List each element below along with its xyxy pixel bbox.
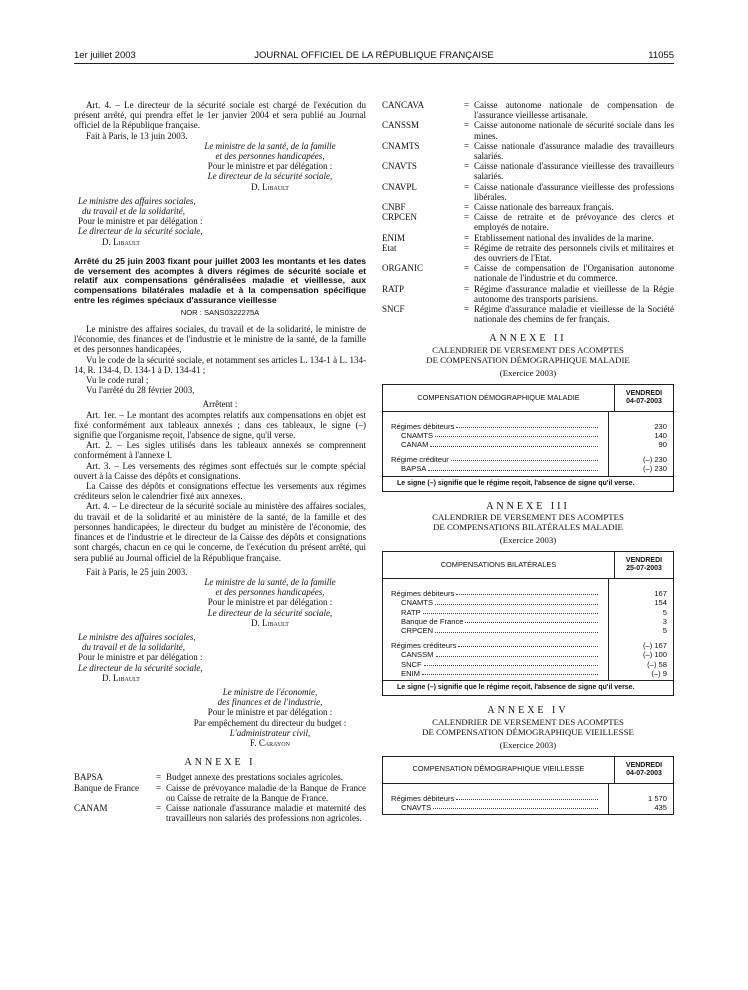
header-date: 1er juillet 2003 xyxy=(74,50,136,61)
annex-title: ANNEXE IV xyxy=(487,705,569,717)
annex-section xyxy=(382,334,674,491)
signature-line: Le ministre de l'économie, xyxy=(222,686,318,697)
abbreviation-definition: Caisse nationale d'assurance vieillesse des travailleurs salariés. xyxy=(474,161,674,182)
abbreviation-row xyxy=(382,100,674,120)
abbreviation-term: CANSSM xyxy=(382,120,420,131)
page-header xyxy=(74,50,674,64)
annex-subtitle: CALENDRIER DE VERSEMENT DES ACOMPTES xyxy=(432,344,624,355)
table-header-label: COMPENSATION DÉMOGRAPHIQUE VIEILLESSE xyxy=(383,757,615,783)
arrete-title: Arrêté du 25 juin 2003 fixant pour juillet 2003 les montants et les dates de versement des acomptes à divers régimes de sécurité sociale et relatif aux compensations généralisées maladie et vieillesse, aux compensations bilatérales maladie et à la compensation spécifique entre les régimes spéciaux d'assurance vieillesse xyxy=(74,255,366,306)
equals-sign: = xyxy=(156,782,162,793)
table-row-label: CANSSM xyxy=(391,650,598,659)
annex-table xyxy=(382,756,674,816)
equals-sign: = xyxy=(464,140,470,151)
annex-subtitle: DE COMPENSATION DÉMOGRAPHIQUE MALADIE xyxy=(426,354,630,365)
abbreviation-term: ENIM xyxy=(382,232,405,243)
signature-block-3 xyxy=(174,577,366,628)
signature-line: L'administrateur civil, xyxy=(229,727,311,738)
equals-sign: = xyxy=(464,232,470,243)
table-row-label: BAPSA xyxy=(391,464,598,473)
abbreviation-definition: Caisse nationale d'assurance maladie et maternité des travailleurs non salariés des professions non agricoles. xyxy=(166,802,366,824)
signature-line: du travail et de la solidarité, xyxy=(82,206,185,217)
abbreviation-definition: Caisse de prévoyance maladie de la Banque de France ou Caisse de retraite de la Banque de France. xyxy=(166,782,366,803)
signature-line: Pour le ministre et par délégation : xyxy=(78,216,203,227)
table-note: Le signe (–) signifie que le régime reçoit, l'absence de signe qu'il verse. xyxy=(383,476,673,491)
abbreviation-term: CNBF xyxy=(382,202,406,213)
table-row-label: Régimes débiteurs xyxy=(391,589,598,598)
signature-line: Le ministre de la santé, de la famille xyxy=(204,140,336,151)
equals-sign: = xyxy=(464,120,470,131)
table-row-value: 140 xyxy=(654,431,667,441)
abbreviation-definition: Caisse de retraite et de prévoyance des clercs et employés de notaire. xyxy=(474,212,674,233)
abbreviation-row xyxy=(382,202,674,212)
annex-section xyxy=(382,502,674,697)
table-row-label: Régimes débiteurs xyxy=(391,422,598,431)
preamble-paragraph: Vu le code de la sécurité sociale, et notamment ses articles L. 134-1 à L. 134-14, R. 134-4, D. 134-1 à D. 134-41 ; xyxy=(74,354,366,375)
article-3-continued: La Caisse des dépôts et consignations effectue les versements aux régimes créditeurs selon le calendrier fixé aux annexes. xyxy=(74,481,366,502)
arretent-heading: Arrêtent : xyxy=(202,399,238,410)
equals-sign: = xyxy=(464,161,470,172)
article-2: Art. 2. – Les sigles utilisés dans les tableaux annexés se comprennent conformément à l'annexe I. xyxy=(74,440,366,461)
table-row-value: (–) 58 xyxy=(647,659,667,669)
abbreviation-row xyxy=(74,772,366,782)
table-row-label: CNAMTS xyxy=(391,431,598,440)
table-row-value: 230 xyxy=(654,421,667,431)
table-header xyxy=(383,757,673,784)
signature-block-1 xyxy=(174,141,366,192)
table-row-value: (–) 230 xyxy=(642,454,667,464)
table-row-value: (–) 167 xyxy=(642,640,667,650)
table-body xyxy=(383,784,673,815)
table-row-label: CNAVTS xyxy=(391,803,598,812)
annex-title: ANNEXE II xyxy=(489,333,567,345)
fait-a-paris-1: Fait à Paris, le 13 juin 2003. xyxy=(86,130,188,141)
table-row-label: SNCF xyxy=(391,660,598,669)
abbreviation-definition: Caisse nationale d'assurance vieillesse des professions libérales. xyxy=(474,181,674,202)
table-row-value: 3 xyxy=(662,617,667,626)
abbreviation-row xyxy=(382,212,674,232)
signature-line: Le ministre de la santé, de la famille xyxy=(204,576,336,587)
abbreviation-definition: Caisse autonome nationale de compensation de l'assurance vieillesse artisanale. xyxy=(474,100,674,121)
abbreviation-definition: Caisse nationale des barreaux français. xyxy=(474,202,614,213)
table-row-value: 5 xyxy=(662,607,667,617)
preamble-paragraph: Vu l'arrêté du 28 février 2003, xyxy=(86,385,195,396)
abbreviation-row xyxy=(74,783,366,803)
annex-table xyxy=(382,384,674,492)
signature-line: Pour le ministre et par délégation : xyxy=(207,707,333,718)
signature-line: Le directeur de la sécurité sociale, xyxy=(78,226,203,237)
signature-line: et des personnes handicapées, xyxy=(215,587,325,598)
abbreviation-definition: Régime de retraite des personnels civils et militaires et des ouvriers de l'Etat. xyxy=(474,242,674,264)
abbreviation-row xyxy=(382,182,674,202)
signature-line: Pour le ministre et par délégation : xyxy=(207,161,333,172)
table-row-label: Régime créditeur xyxy=(391,455,598,464)
annex-section xyxy=(382,706,674,815)
table-row-label: Régimes débiteurs xyxy=(391,794,598,803)
table-header xyxy=(383,552,673,579)
article-4-first-decree: Art. 4. – Le directeur de la sécurité sociale est chargé de l'exécution du présent arrêté, qui prendra effet le 1er janvier 2004 et sera publié au Journal officiel de la République française. xyxy=(74,100,366,131)
annex-exercise: (Exercice 2003) xyxy=(499,739,557,750)
signature-line: Le directeur de la sécurité sociale, xyxy=(207,607,333,618)
signature-name: D. Libault xyxy=(102,236,140,247)
signature-block-4 xyxy=(78,632,366,683)
equals-sign: = xyxy=(464,100,470,110)
abbreviation-row xyxy=(382,141,674,161)
table-row-label: RATP xyxy=(391,608,598,617)
abbreviation-definition: Budget annexe des prestations sociales agricoles. xyxy=(166,772,343,783)
table-row-value: (–) 9 xyxy=(651,668,667,678)
signature-line: Le ministre des affaires sociales, xyxy=(78,631,196,642)
table-row-value: 1 570 xyxy=(647,793,667,803)
signature-name: D. Libault xyxy=(251,617,289,628)
right-column xyxy=(382,100,674,815)
equals-sign: = xyxy=(156,802,162,813)
equals-sign: = xyxy=(464,263,470,274)
signature-name: D. Libault xyxy=(102,672,140,683)
equals-sign: = xyxy=(156,772,162,783)
signature-block-5 xyxy=(174,687,366,748)
article-3: Art. 3. – Les versements des régimes sont effectués sur le compte spécial ouvert à la Caisse des dépôts et consignations. xyxy=(74,460,366,481)
signature-line: Pour le ministre et par délégation : xyxy=(207,597,333,608)
table-row-value: (–) 230 xyxy=(642,464,667,474)
header-page-number: 11055 xyxy=(648,50,674,61)
annex-exercise: (Exercice 2003) xyxy=(499,367,557,378)
header-journal-title: JOURNAL OFFICIEL DE LA RÉPUBLIQUE FRANÇAISE xyxy=(254,50,494,61)
annex-subtitle: CALENDRIER DE VERSEMENT DES ACOMPTES xyxy=(432,716,624,727)
table-body xyxy=(383,579,673,681)
abbreviation-definition: Régime d'assurance maladie et vieillesse de la Régie autonome des transports parisiens. xyxy=(474,283,674,304)
signature-line: et des personnes handicapées, xyxy=(215,151,325,162)
abbreviation-term: CNAVTS xyxy=(382,161,417,172)
abbreviation-term: ORGANIC xyxy=(382,263,424,274)
abbreviation-definition: Caisse autonome nationale de sécurité sociale dans les mines. xyxy=(474,120,674,141)
table-row-label: CANAM xyxy=(391,440,598,449)
preamble-paragraph: Le ministre des affaires sociales, du travail et de la solidarité, le ministre de l'économie, des finances et de l'industrie et le ministre de la santé, de la famille et des personnes handicapées, xyxy=(74,324,366,355)
table-header-label: COMPENSATION DÉMOGRAPHIQUE MALADIE xyxy=(383,385,615,411)
abbreviation-term: Etat xyxy=(382,242,397,253)
signature-name: F. Carayon xyxy=(250,737,290,748)
abbreviation-term: CANAM xyxy=(74,802,108,813)
left-column xyxy=(74,100,366,823)
abbreviation-row xyxy=(382,284,674,304)
abbreviation-row xyxy=(382,233,674,243)
table-row-value: 90 xyxy=(658,440,667,450)
abbreviation-term: RATP xyxy=(382,283,405,294)
abbreviation-term: Banque de France xyxy=(74,782,139,793)
abbreviation-term: CRPCEN xyxy=(382,212,418,223)
abbreviation-term: CNAMTS xyxy=(382,140,420,151)
abbreviation-term: CNAVPL xyxy=(382,181,417,192)
table-header-date: VENDREDI 04-07-2003 xyxy=(625,389,663,405)
table-row-value: 5 xyxy=(662,626,667,636)
annex-table xyxy=(382,551,674,697)
annexe-1-title: ANNEXE I xyxy=(184,757,256,769)
annex-exercise: (Exercice 2003) xyxy=(499,534,557,545)
abbreviation-row xyxy=(382,161,674,181)
signature-line: Pour le ministre et par délégation : xyxy=(78,652,203,663)
signature-line: du travail et de la solidarité, xyxy=(82,642,185,653)
article-4: Art. 4. – Le directeur de la sécurité sociale au ministère des affaires sociales, du travail et de la solidarité et au ministère de la santé, de la famille et des personnes handicapées, le directeur du budget au ministère de l'économie, des finances et de l'industrie et le directeur de la Caisse des dépôts et consignations sont chargés, chacun en ce qui le concerne, de l'exécution du présent arrêté, qui sera publié au Journal officiel de la République française. xyxy=(74,501,366,563)
table-row-label: CNAMTS xyxy=(391,598,598,607)
table-row-label: ENIM xyxy=(391,669,598,678)
annex-subtitle: CALENDRIER DE VERSEMENT DES ACOMPTES xyxy=(432,511,624,522)
abbreviation-list-right xyxy=(382,100,674,324)
article-1: Art. 1er. – Le montant des acomptes relatifs aux compensations en objet est fixé conformément aux tableaux annexés ; dans ces tableaux, le signe (–) signifie que l'organisme reçoit, l'absence de signe, qu'il verse. xyxy=(74,409,366,441)
abbreviation-term: BAPSA xyxy=(74,772,104,783)
table-row-label: Banque de France xyxy=(391,617,598,626)
signature-name: D. Libault xyxy=(251,181,289,192)
table-row-value: 435 xyxy=(654,802,667,812)
abbreviation-definition: Régime d'assurance maladie et vieillesse de la Société nationale des chemins de fer français. xyxy=(474,304,674,325)
signature-line: des finances et de l'industrie, xyxy=(217,697,323,708)
signature-line: Le directeur de la sécurité sociale, xyxy=(78,662,203,673)
signature-line: Par empêchement du directeur du budget : xyxy=(193,717,347,728)
annex-tables xyxy=(382,334,674,815)
table-row-label: CRPCEN xyxy=(391,626,598,635)
equals-sign: = xyxy=(464,212,470,223)
abbreviation-row xyxy=(382,304,674,324)
abbreviation-term: SNCF xyxy=(382,304,405,315)
equals-sign: = xyxy=(464,304,470,315)
table-header-date: VENDREDI 04-07-2003 xyxy=(625,761,663,777)
signature-block-2 xyxy=(78,196,366,247)
abbreviation-definition: Caisse de compensation de l'Organisation autonome nationale de l'industrie et du commerce. xyxy=(474,263,674,284)
table-header-label: COMPENSATIONS BILATÉRALES xyxy=(383,552,615,578)
annex-subtitle: DE COMPENSATIONS BILATÉRALES MALADIE xyxy=(433,521,623,532)
table-row-value: (–) 100 xyxy=(642,650,667,660)
annex-subtitle: DE COMPENSATION DÉMOGRAPHIQUE VIEILLESSE xyxy=(422,726,634,737)
abbreviation-row xyxy=(382,263,674,283)
equals-sign: = xyxy=(464,181,470,192)
abbreviation-list-left xyxy=(74,772,366,823)
table-header xyxy=(383,385,673,412)
abbreviation-row xyxy=(74,803,366,823)
table-note: Le signe (–) signifie que le régime reçoit, l'absence de signe qu'il verse. xyxy=(383,680,673,695)
abbreviation-row xyxy=(382,120,674,140)
equals-sign: = xyxy=(464,283,470,294)
abbreviation-definition: Etablissement national des invalides de la marine. xyxy=(474,232,654,243)
equals-sign: = xyxy=(464,202,470,213)
fait-a-paris-2: Fait à Paris, le 25 juin 2003. xyxy=(86,566,188,577)
abbreviation-definition: Caisse nationale d'assurance maladie des travailleurs salariés. xyxy=(474,140,674,162)
table-row-value: 154 xyxy=(654,598,667,608)
table-row-value: 167 xyxy=(654,588,667,598)
signature-line: Le ministre des affaires sociales, xyxy=(78,195,196,206)
abbreviation-term: CANCAVA xyxy=(382,100,425,110)
table-row-label: Régimes créditeurs xyxy=(391,641,598,650)
table-header-date: VENDREDI 25-07-2003 xyxy=(625,556,663,572)
nor-reference: NOR : SANS0322275A xyxy=(180,307,260,317)
abbreviation-row xyxy=(382,243,674,263)
preamble-paragraph: Vu le code rural ; xyxy=(86,375,149,386)
annex-title: ANNEXE III xyxy=(486,500,570,512)
equals-sign: = xyxy=(464,242,470,253)
header-rule xyxy=(74,63,674,64)
signature-line: Le directeur de la sécurité sociale, xyxy=(207,171,333,182)
table-body xyxy=(383,412,673,476)
